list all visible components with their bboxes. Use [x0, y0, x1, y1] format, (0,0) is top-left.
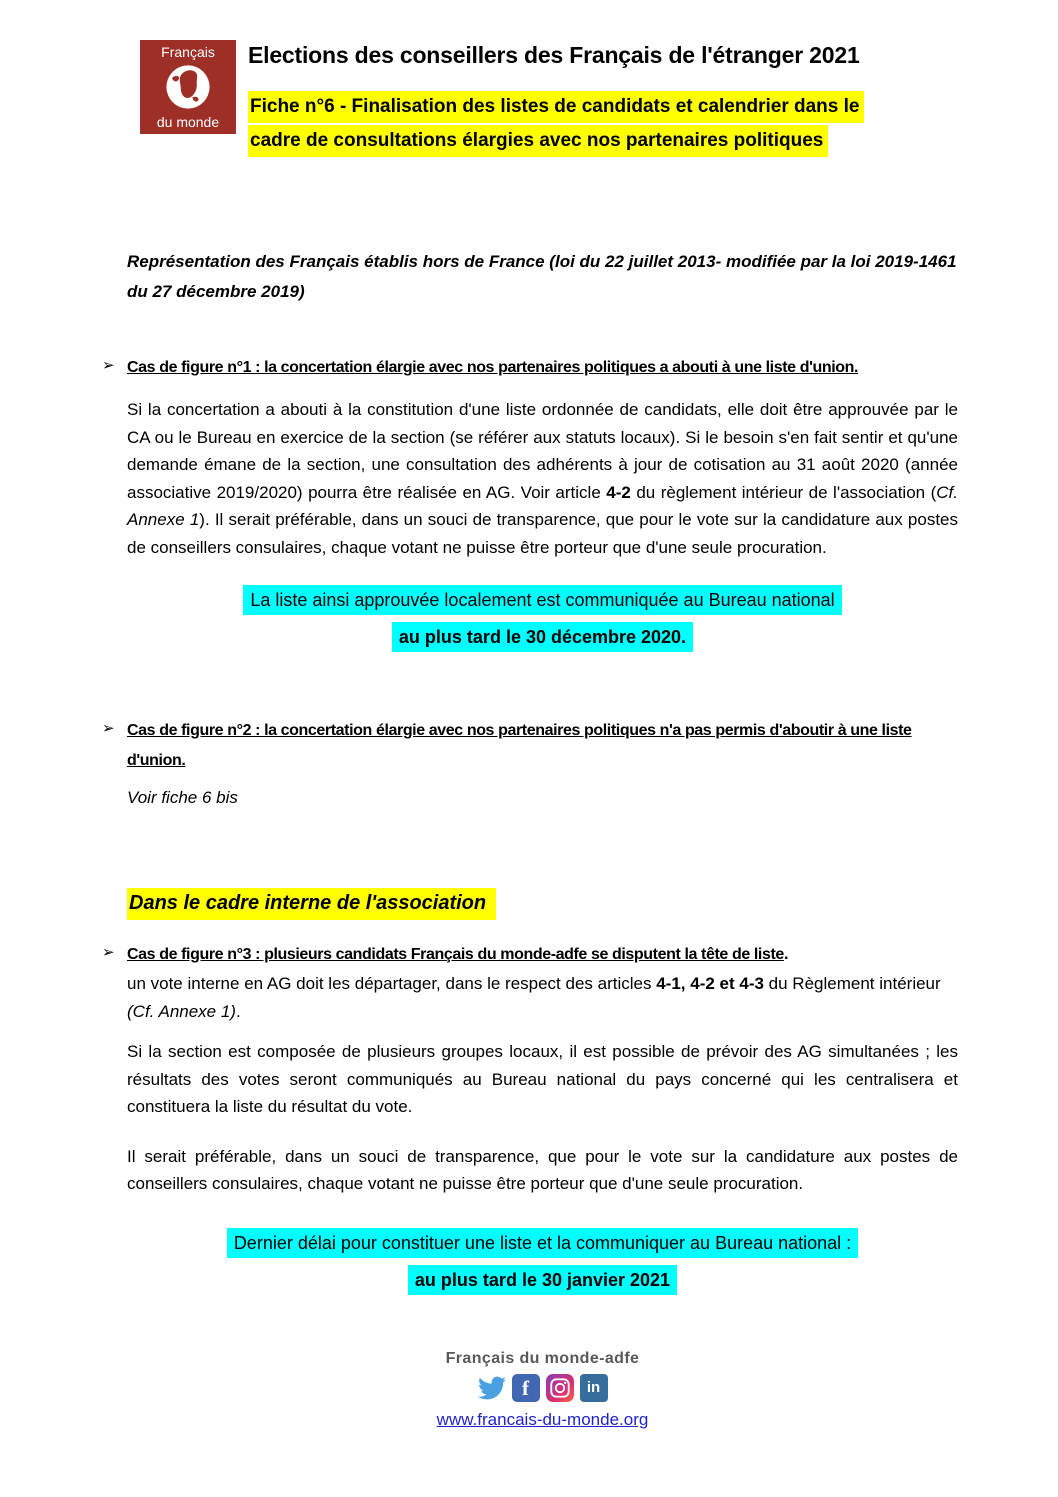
- text-segment: un vote interne en AG doit les départager, dans le respect des articles: [127, 974, 657, 993]
- text-segment: .: [783, 944, 789, 963]
- text-segment: 4-2: [606, 482, 631, 502]
- case3-heading-block: [127, 940, 958, 1026]
- case2-note: Voir fiche 6 bis: [127, 788, 238, 807]
- section-heading-text: Dans le cadre interne de l'association: [127, 888, 496, 920]
- notice-line: Dernier délai pour constituer une liste et la communiquer au Bureau national :: [227, 1228, 858, 1258]
- document-footer: [127, 1350, 958, 1430]
- deadline-notice-december: [127, 585, 958, 652]
- document-body: [102, 247, 958, 1430]
- logo-text-bottom: du monde: [156, 114, 220, 130]
- deadline-notice-january: [127, 1228, 958, 1295]
- case3-section: [102, 940, 958, 1295]
- document-header: [0, 0, 1058, 159]
- internal-section-heading: [127, 888, 958, 920]
- subtitle-line1: Fiche n°6 - Finalisation des listes de candidats et calendrier dans le: [248, 91, 864, 123]
- arrow-bullet-icon: ➢: [102, 357, 115, 374]
- page-title: Elections des conseillers des Français de l'étranger 2021: [248, 42, 860, 68]
- francais-du-monde-logo: [140, 40, 236, 134]
- case3-paragraph-3: Il serait préférable, dans un souci de transparence, que pour le vote sur la candidature aux postes de conseillers consulaires, chaque votant ne puisse être porteur que d'une seule procuration.: [127, 1146, 958, 1193]
- case1-section: [102, 353, 958, 652]
- linkedin-glyph: in: [586, 1379, 601, 1396]
- case2-heading: Cas de figure n°2 : la concertation élargie avec nos partenaires politiques n'a pas permis d'aboutir à une liste d'union.: [127, 722, 912, 769]
- text-segment: Si la concertation a abouti à la constitution d'une liste ordonnée de candidats, elle doit être approuvée par le CA ou le Bureau en exercice de la section (se référer aux statuts locaux). Si le besoin s'en fait sentir et qu'une demande émane de la section, une consultation des adhérents à jour de cotisation au 31 août 2020 (année associative 2019/2020) pourra être réalisée en AG. Voir article: [127, 400, 958, 502]
- case1-heading: Cas de figure n°1 : la concertation élargie avec nos partenaires politiques a abouti à une liste d'union.: [127, 359, 859, 376]
- intro-paragraph: Représentation des Français établis hors de France (loi du 22 juillet 2013- modifiée par la loi 2019-1461 du 27 décembre 2019): [127, 252, 957, 301]
- instagram-icon[interactable]: [546, 1374, 574, 1402]
- facebook-icon[interactable]: [512, 1374, 540, 1402]
- subtitle-line2: cadre de consultations élargies avec nos partenaires politiques: [248, 125, 828, 157]
- page-subtitle: [248, 91, 958, 159]
- text-segment: du règlement intérieur de l'association (: [630, 482, 937, 502]
- website-link[interactable]: www.francais-du-monde.org: [436, 1409, 649, 1429]
- text-segment: Cf. Annexe 1: [127, 482, 958, 529]
- case3-paragraph-2: Si la section est composée de plusieurs groupes locaux, il est possible de prévoir des AG simultanées ; les résultats des votes seront communiqués au Bureau national du pays concerné qui les centralisera et constituera la liste du résultat du vote.: [127, 1042, 958, 1116]
- logo-text-top: Français: [161, 44, 215, 60]
- text-segment: ). Il serait préférable, dans un souci de transparence, que pour le vote sur la candidature aux postes de conseillers consulaires, chaque votant ne puisse être porteur que d'une seule procuration.: [127, 510, 958, 557]
- text-segment: .: [235, 1002, 241, 1021]
- facebook-glyph: f: [522, 1375, 529, 1400]
- header-text: [248, 40, 958, 159]
- text-segment: 4-1, 4-2 et 4-3: [656, 974, 764, 993]
- social-icons-row: [127, 1373, 958, 1403]
- footer-title: Français du monde-adfe: [445, 1349, 640, 1367]
- notice-deadline: au plus tard le 30 janvier 2021: [408, 1265, 677, 1295]
- linkedin-icon[interactable]: [580, 1374, 608, 1402]
- arrow-bullet-icon: ➢: [102, 720, 115, 737]
- case1-paragraph: [127, 396, 958, 561]
- arrow-bullet-icon: ➢: [102, 944, 115, 961]
- text-segment: du Règlement intérieur: [763, 974, 941, 993]
- twitter-icon[interactable]: [478, 1374, 506, 1402]
- notice-deadline: au plus tard le 30 décembre 2020.: [392, 622, 693, 652]
- notice-line: La liste ainsi approuvée localement est communiquée au Bureau national: [243, 585, 841, 615]
- case3-heading: Cas de figure n°3 : plusieurs candidats Français du monde-adfe se disputent la tête de liste: [127, 946, 784, 963]
- text-segment: (Cf. Annexe 1): [127, 1002, 236, 1021]
- globe-icon: [162, 62, 214, 112]
- case2-section: [102, 716, 958, 808]
